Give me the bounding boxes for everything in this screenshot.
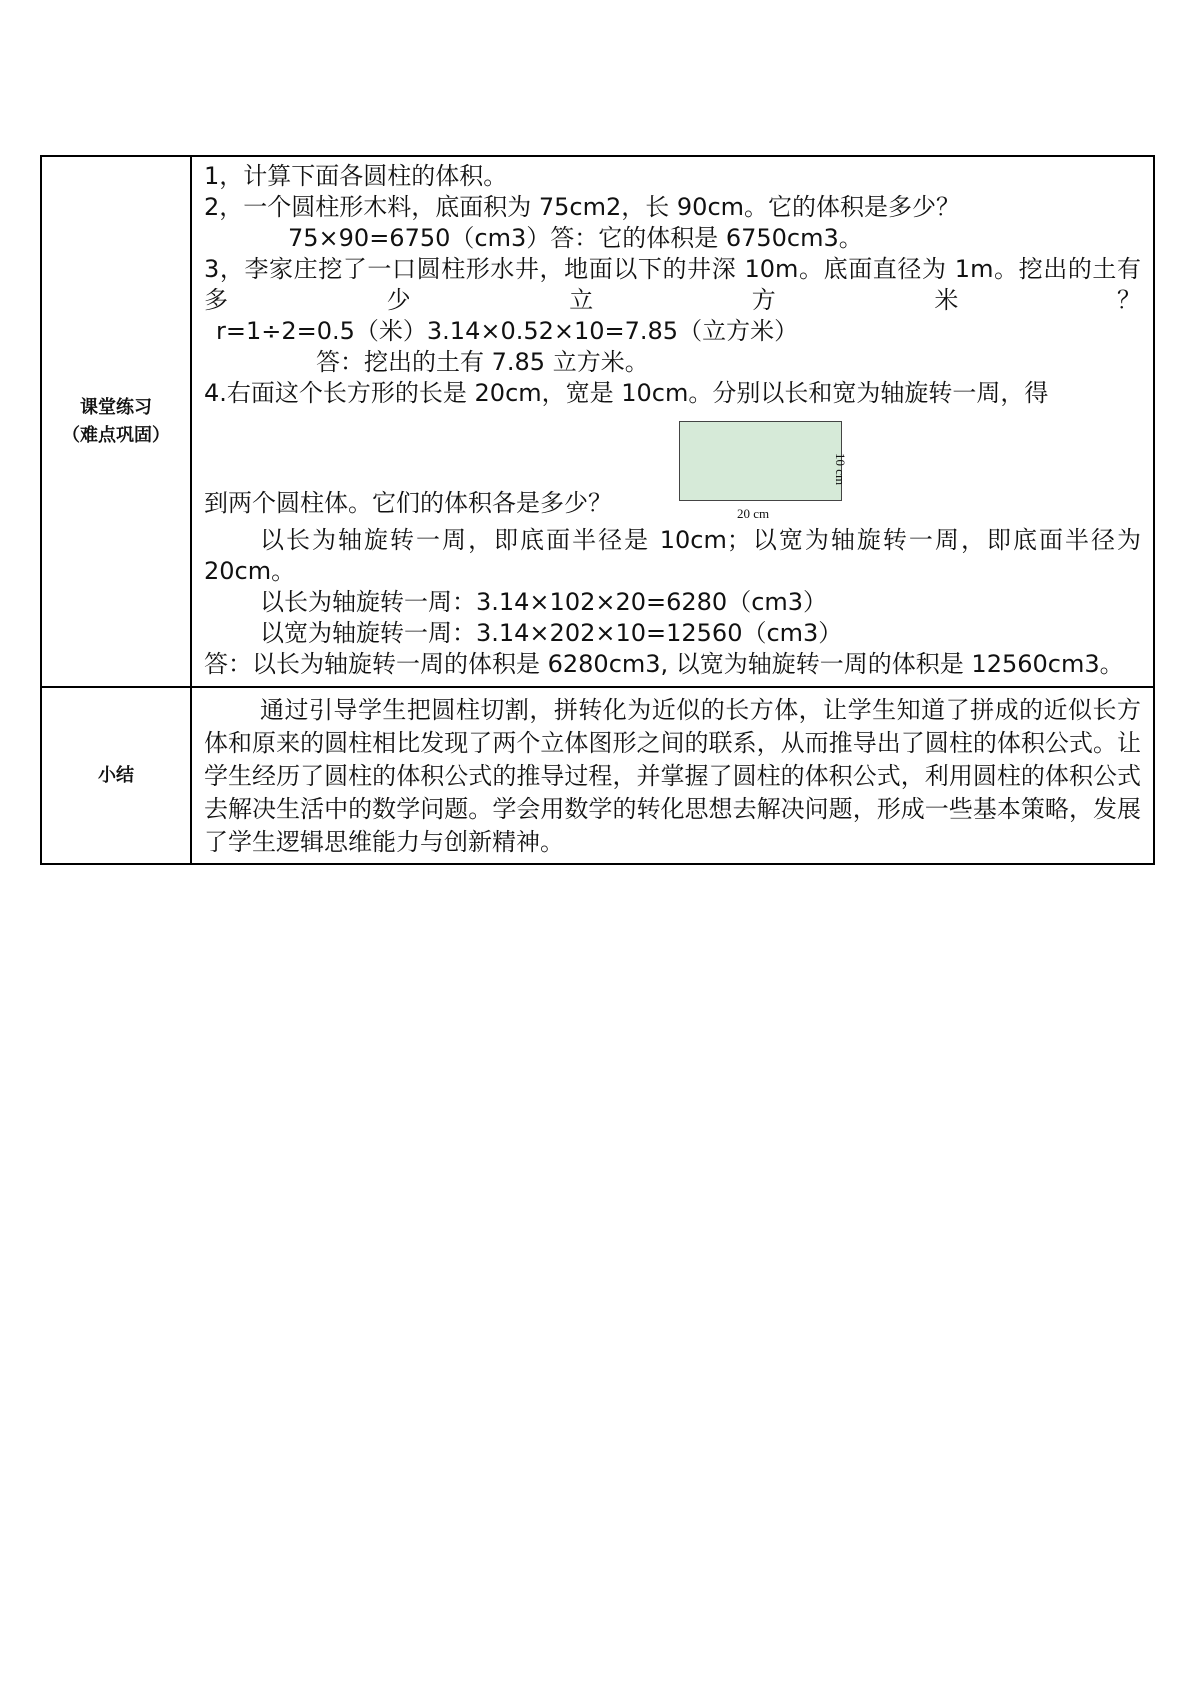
- rectangle-width-label: 20 cm: [737, 506, 770, 521]
- practice-label-cell: [42, 157, 192, 686]
- rectangle-height-label: 10 cm: [833, 453, 848, 486]
- practice-sublabel: （难点巩固）: [62, 424, 170, 446]
- exercise-4-explain: 以长为轴旋转一周，即底面半径是 10cm；以宽为轴旋转一周，即底面半径为 20cm。: [204, 526, 1141, 585]
- summary-row: [42, 686, 1153, 863]
- summary-text: 通过引导学生把圆柱切割，拼转化为近似的长方体，让学生知道了拼成的近似长方体和原来的圆柱相比发现了两个立体图形之间的联系，从而推导出了圆柱的体积公式。让学生经历了圆柱的体积公式的推导过程，并掌握了圆柱的体积公式，利用圆柱的体积公式去解决生活中的数学问题。学会用数学的转化思想去解决问题，形成一些基本策略，发展了学生逻辑思维能力与创新精神。: [204, 696, 1141, 856]
- practice-row: [42, 157, 1153, 686]
- exercise-4-calc-1: 以长为轴旋转一周：3.14×102×20=6280（cm3）: [260, 588, 828, 616]
- summary-label-cell: [42, 688, 192, 863]
- exercise-3-calc: r=1÷2=0.5（米）3.14×0.52×10=7.85（立方米）: [216, 317, 799, 345]
- rectangle-shape: [679, 421, 842, 501]
- exercise-3: 3，李家庄挖了一口圆柱形水井，地面以下的井深 10m。底面直径为 1m。挖出的土有多少立方米？: [204, 255, 1141, 314]
- practice-label: 课堂练习: [80, 396, 152, 418]
- practice-content: [192, 157, 1153, 686]
- exercise-4: 4.右面这个长方形的长是 20cm，宽是 10cm。分别以长和宽为轴旋转一周，得: [204, 379, 1049, 407]
- exercise-1: 1，计算下面各圆柱的体积。: [204, 162, 508, 190]
- exercise-3-answer: 答：挖出的土有 7.85 立方米。: [316, 348, 649, 376]
- rectangle-figure: [679, 421, 848, 521]
- summary-label: 小结: [98, 764, 134, 786]
- exercise-4-answer: 答：以长为轴旋转一周的体积是 6280cm3, 以宽为轴旋转一周的体积是 12560cm3。: [204, 650, 1124, 678]
- exercise-4-cont: 到两个圆柱体。它们的体积各是多少？: [204, 489, 612, 517]
- exercise-2-answer: 75×90=6750（cm3）答：它的体积是 6750cm3。: [288, 224, 863, 252]
- exercise-4-figure-line: [204, 409, 1141, 525]
- exercise-4-calc-2: 以宽为轴旋转一周：3.14×202×10=12560（cm3）: [260, 619, 843, 647]
- lesson-table: [40, 155, 1155, 865]
- exercise-2: 2，一个圆柱形木料，底面积为 75cm2，长 90cm。它的体积是多少？: [204, 193, 961, 221]
